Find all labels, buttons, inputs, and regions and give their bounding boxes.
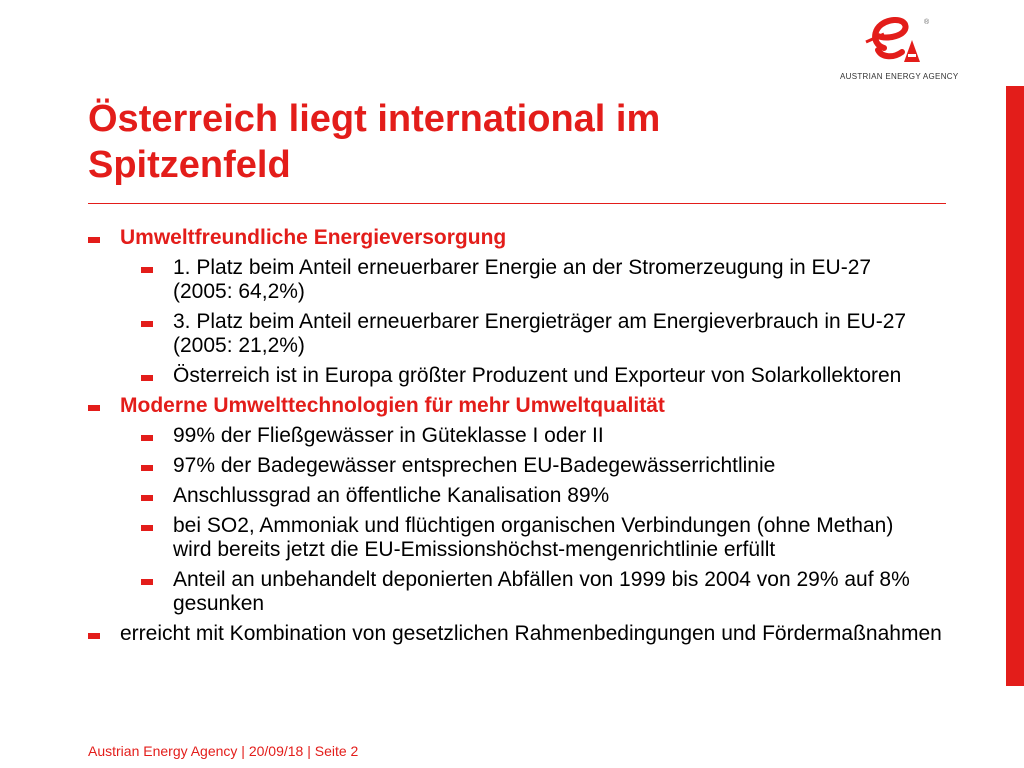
bullet-text: erreicht mit Kombination von gesetzlichen Rahmenbedingungen und Fördermaßnahmen xyxy=(120,622,942,645)
slide-title xyxy=(88,96,968,188)
bullet-text: 1. Platz beim Anteil erneuerbarer Energie an der Stromerzeugung in EU-27 (2005: 64,2%) xyxy=(173,256,872,303)
sub-bullet-landfill-waste xyxy=(0,568,933,616)
slide-footer: Austrian Energy Agency | 20/09/18 | Seite 2 xyxy=(88,743,359,759)
bullet-marker xyxy=(141,495,153,501)
logo-text: AUSTRIAN ENERGY AGENCY xyxy=(840,72,959,81)
bullet-text: 3. Platz beim Anteil erneuerbarer Energieträger am Energieverbrauch in EU-27 (2005: 21,2%) xyxy=(173,310,907,357)
registered-mark: ® xyxy=(924,19,930,26)
sub-bullet-bathing-water xyxy=(0,454,933,478)
bullet-environmental-energy-supply xyxy=(0,226,1000,250)
sub-bullet-sewer-connection xyxy=(0,484,933,508)
logo-ea-icon xyxy=(864,14,934,72)
accent-bar xyxy=(1006,86,1024,686)
sub-bullet-solar-collectors xyxy=(0,364,933,388)
bullet-text: Österreich ist in Europa größter Produzent und Exporteur von Solarkollektoren xyxy=(173,364,902,387)
bullet-marker xyxy=(141,267,153,273)
slide-title-line-1: Österreich liegt international im xyxy=(88,98,661,140)
bullet-marker xyxy=(88,405,100,411)
bullet-marker xyxy=(88,633,100,639)
bullet-marker xyxy=(141,525,153,531)
title-divider xyxy=(88,203,946,204)
bullet-text: Anteil an unbehandelt deponierten Abfällen von 1999 bis 2004 von 29% auf 8% gesunken xyxy=(173,568,910,615)
bullet-text: 97% der Badegewässer entsprechen EU-Badegewässerrichtlinie xyxy=(173,454,776,477)
sub-bullet-renewable-electricity xyxy=(0,256,933,304)
bullet-text: Moderne Umwelttechnologien für mehr Umweltqualität xyxy=(120,394,665,417)
bullet-list xyxy=(0,226,1000,652)
sub-bullet-rivers-quality xyxy=(0,424,933,448)
slide-title-line-2: Spitzenfeld xyxy=(88,144,291,186)
bullet-environmental-technologies xyxy=(0,394,1000,418)
bullet-marker xyxy=(141,375,153,381)
sub-bullet-emissions-directive xyxy=(0,514,933,562)
bullet-marker xyxy=(141,465,153,471)
bullet-text: 99% der Fließgewässer in Güteklasse I oder II xyxy=(173,424,604,447)
sub-bullet-renewable-energy-share xyxy=(0,310,933,358)
bullet-achieved-by-combination xyxy=(0,622,1000,646)
bullet-marker xyxy=(141,435,153,441)
bullet-text: bei SO2, Ammoniak und flüchtigen organischen Verbindungen (ohne Methan) wird bereits jetzt die EU-Emissionshöchst-mengenrichtlinie erfüllt xyxy=(173,514,894,561)
bullet-text: Anschlussgrad an öffentliche Kanalisation 89% xyxy=(173,484,610,507)
bullet-marker xyxy=(141,321,153,327)
bullet-marker xyxy=(88,237,100,243)
austrian-energy-agency-logo xyxy=(840,12,959,84)
bullet-text: Umweltfreundliche Energieversorgung xyxy=(120,226,507,249)
bullet-marker xyxy=(141,579,153,585)
